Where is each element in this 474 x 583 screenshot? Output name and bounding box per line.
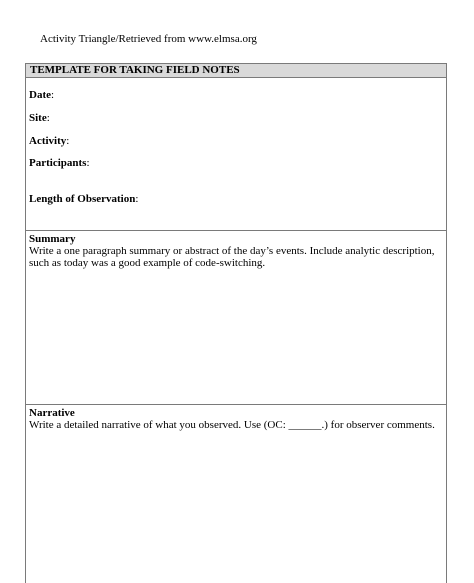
field-length-of-observation: [29, 192, 138, 206]
narrative-description: Write a detailed narrative of what you observed. Use (OC: ______.) for observer comments.: [29, 419, 435, 431]
field-length-label: Length of Observation: [29, 193, 136, 205]
field-site: [29, 111, 50, 125]
field-site-label: Site: [29, 112, 47, 124]
source-attribution: Activity Triangle/Retrieved from www.elmsa.org: [40, 33, 257, 45]
field-date-colon: :: [51, 89, 55, 101]
field-date-label: Date: [29, 89, 51, 101]
template-title: TEMPLATE FOR TAKING FIELD NOTES: [30, 64, 240, 76]
narrative-title: Narrative: [29, 407, 75, 419]
narrative-divider: [26, 404, 446, 405]
field-activity: [29, 134, 69, 148]
summary-divider: [26, 230, 446, 231]
summary-title: Summary: [29, 233, 76, 245]
field-notes-template: [25, 63, 447, 583]
field-site-colon: :: [46, 112, 50, 124]
field-activity-colon: :: [66, 135, 70, 147]
field-participants: [29, 156, 90, 170]
field-participants-label: Participants: [29, 157, 87, 169]
field-activity-label: Activity: [29, 135, 67, 147]
field-date: [29, 88, 54, 102]
template-header: [26, 64, 446, 78]
summary-description: Write a one paragraph summary or abstract of the day’s events. Include analytic description, such as today was a good example of code-switching.: [29, 245, 435, 269]
field-participants-colon: :: [86, 157, 90, 169]
field-length-colon: :: [135, 193, 139, 205]
